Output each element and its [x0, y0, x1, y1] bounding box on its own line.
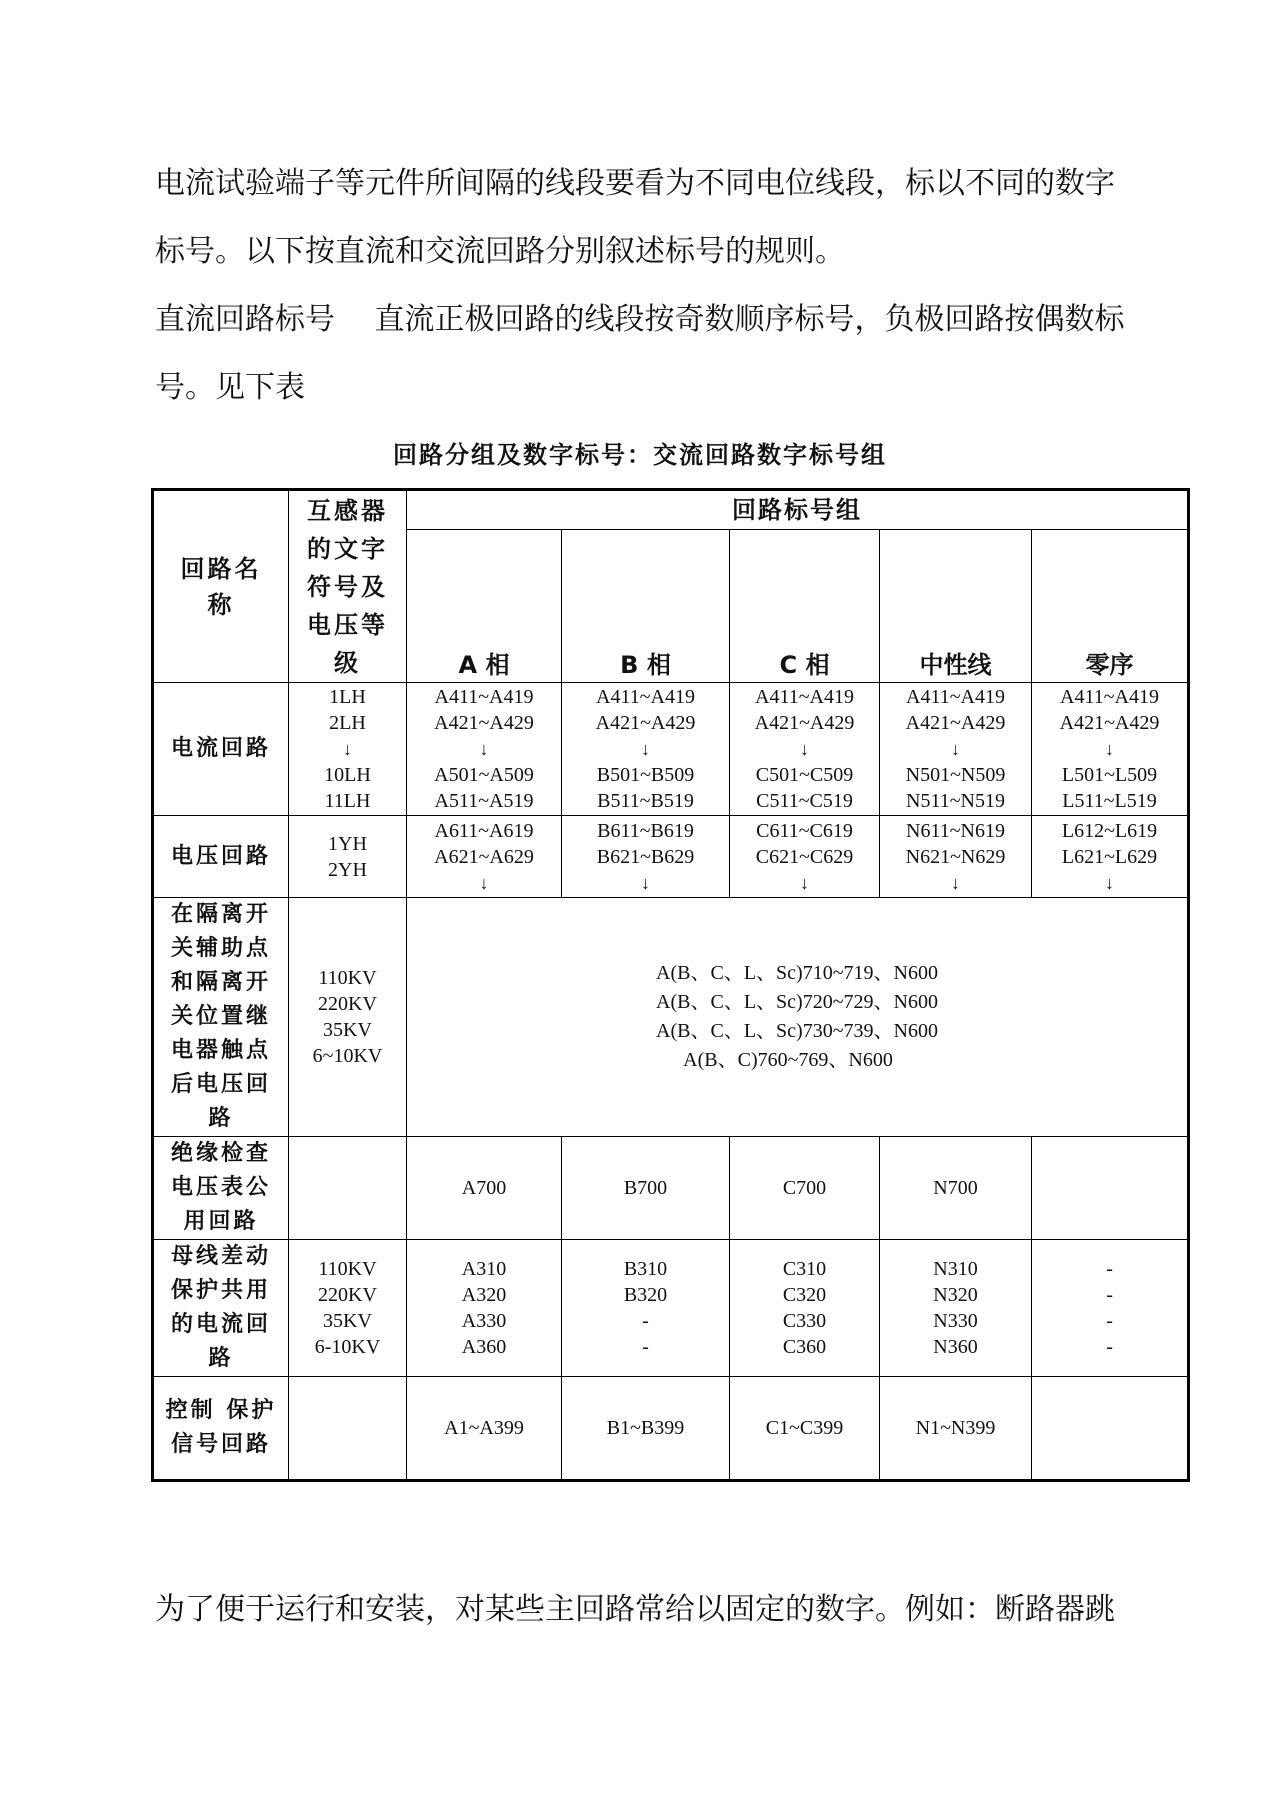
paragraph-line-4: 号。见下表	[155, 370, 305, 405]
table-row	[153, 1137, 1189, 1240]
insulation-zero-seq	[1032, 1137, 1189, 1240]
voltage-neutral: N611~N619 N621~N629 ↓	[880, 816, 1032, 898]
row-name-voltage: 电压回路	[153, 816, 289, 898]
isolator-values: A(B、C、L、Sc)710~719、N600 A(B、C、L、Sc)720~729、N600 A(B、C、L、Sc)730~739、N600 A(B、C)760~769、N600	[407, 898, 1189, 1137]
busbar-zero-seq: - - - -	[1032, 1240, 1189, 1377]
insulation-phase-a: A700	[407, 1137, 562, 1240]
table-row	[153, 816, 1189, 898]
control-zero-seq	[1032, 1377, 1189, 1481]
table-row	[153, 1240, 1189, 1377]
insulation-phase-c: C700	[730, 1137, 880, 1240]
table-row	[153, 1377, 1189, 1481]
row-name-current: 电流回路	[153, 683, 289, 816]
voltage-symbols: 1YH 2YH	[289, 816, 407, 898]
current-zero-seq: A411~A419 A421~A429 ↓ L501~L509 L511~L519	[1032, 683, 1189, 816]
header-phase-c: C 相	[730, 530, 880, 683]
isolator-symbols: 110KV 220KV 35KV 6~10KV	[289, 898, 407, 1137]
table-caption: 回路分组及数字标号：交流回路数字标号组	[393, 441, 887, 469]
header-circuit-name: 回路名称	[153, 490, 289, 683]
paragraph-line-3: 直流回路标号 直流正极回路的线段按奇数顺序标号，负极回路按偶数标	[155, 302, 1125, 337]
current-phase-c: A411~A419 A421~A429 ↓ C501~C509 C511~C519	[730, 683, 880, 816]
circuit-number-table	[151, 488, 1190, 1482]
current-phase-b: A411~A419 A421~A429 ↓ B501~B509 B511~B519	[562, 683, 730, 816]
table-row	[153, 683, 1189, 816]
control-symbols	[289, 1377, 407, 1481]
control-phase-a: A1~A399	[407, 1377, 562, 1481]
header-neutral: 中性线	[880, 530, 1032, 683]
voltage-zero-seq: L612~L619 L621~L629 ↓	[1032, 816, 1189, 898]
control-phase-c: C1~C399	[730, 1377, 880, 1481]
control-neutral: N1~N399	[880, 1377, 1032, 1481]
busbar-phase-c: C310 C320 C330 C360	[730, 1240, 880, 1377]
paragraph-bottom: 为了便于运行和安装，对某些主回路常给以固定的数字。例如：断路器跳	[155, 1592, 1115, 1627]
row-name-isolator: 在隔离开关辅助点和隔离开关位置继电器触点后电压回路	[153, 898, 289, 1137]
insulation-phase-b: B700	[562, 1137, 730, 1240]
table-row	[153, 898, 1189, 1137]
busbar-phase-b: B310 B320 - -	[562, 1240, 730, 1377]
row-name-busbar: 母线差动保护共用的电流回路	[153, 1240, 289, 1377]
header-symbol: 互感器的文字符号及电压等级	[289, 490, 407, 683]
paragraph-line-2: 标号。以下按直流和交流回路分别叙述标号的规则。	[155, 234, 845, 269]
current-neutral: A411~A419 A421~A429 ↓ N501~N509 N511~N519	[880, 683, 1032, 816]
header-phase-a: A 相	[407, 530, 562, 683]
paragraph-line-1: 电流试验端子等元件所间隔的线段要看为不同电位线段，标以不同的数字	[155, 166, 1115, 201]
voltage-phase-c: C611~C619 C621~C629 ↓	[730, 816, 880, 898]
insulation-neutral: N700	[880, 1137, 1032, 1240]
header-phase-b: B 相	[562, 530, 730, 683]
current-phase-a: A411~A419 A421~A429 ↓ A501~A509 A511~A519	[407, 683, 562, 816]
row-name-insulation: 绝缘检查电压表公用回路	[153, 1137, 289, 1240]
insulation-symbols	[289, 1137, 407, 1240]
row-name-control: 控制 保护信号回路	[153, 1377, 289, 1481]
busbar-phase-a: A310 A320 A330 A360	[407, 1240, 562, 1377]
header-group: 回路标号组	[407, 490, 1189, 530]
header-zero-seq: 零序	[1032, 530, 1189, 683]
control-phase-b: B1~B399	[562, 1377, 730, 1481]
busbar-neutral: N310 N320 N330 N360	[880, 1240, 1032, 1377]
current-symbols: 1LH 2LH ↓ 10LH 11LH	[289, 683, 407, 816]
voltage-phase-a: A611~A619 A621~A629 ↓	[407, 816, 562, 898]
busbar-symbols: 110KV 220KV 35KV 6-10KV	[289, 1240, 407, 1377]
voltage-phase-b: B611~B619 B621~B629 ↓	[562, 816, 730, 898]
